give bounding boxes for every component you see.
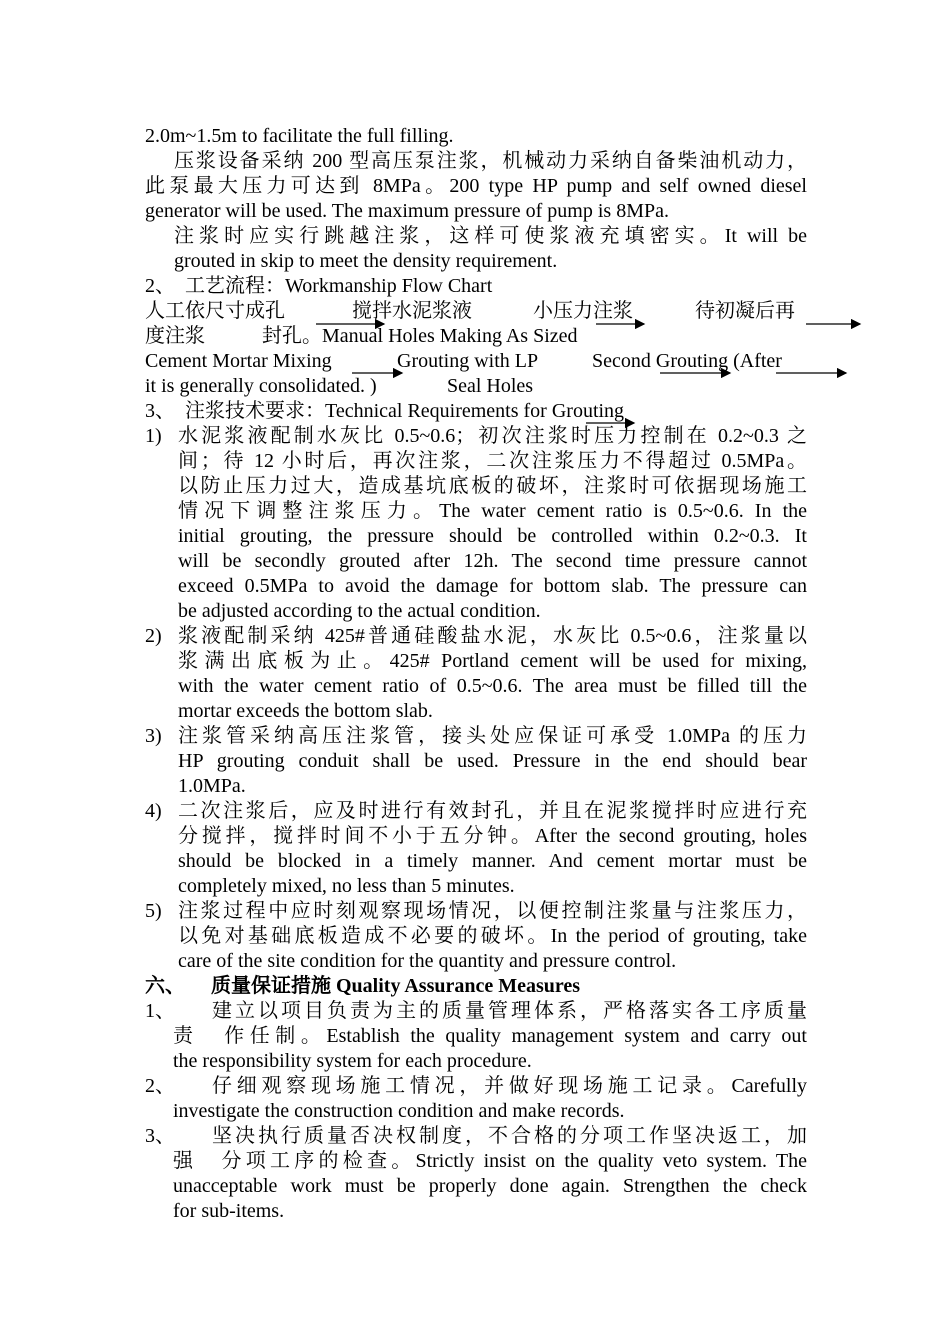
requirements-list	[145, 424, 807, 974]
list-item	[145, 799, 807, 899]
intro-line: 此泵最大压力可达到 8MPa。200 type HP pump and self owned diesel	[145, 175, 807, 197]
flow-step: 搅拌水泥浆液	[352, 300, 472, 322]
flow-step: 人工依尺寸成孔	[145, 300, 285, 322]
flow-step: 封孔。Manual Holes Making As Sized	[262, 325, 578, 347]
list-item-line: 以免对基础底板造成不必要的破坏。In the period of grouting, take	[178, 925, 807, 947]
section-title: 质量保证措施 Quality Assurance Measures	[211, 975, 581, 997]
flow-step: Seal Holes	[447, 375, 534, 397]
list-item	[145, 724, 807, 799]
list-item-line: 1.0MPa.	[178, 775, 246, 797]
quality-measures-list	[145, 999, 807, 1224]
list-item-line: should be blocked in a timely manner. And cement mortar must be	[178, 850, 807, 872]
flow-step: Grouting with LP	[397, 350, 539, 372]
list-item-line: for sub-items.	[173, 1200, 285, 1222]
section-heading: 2、 工艺流程：Workmanship Flow Chart	[145, 275, 493, 297]
list-item	[145, 999, 807, 1074]
section-number: 六、	[145, 975, 185, 997]
list-item-number: 2)	[145, 625, 162, 647]
list-item-line: investigate the construction condition and make records.	[173, 1100, 625, 1122]
list-item-line: mortar exceeds the bottom slab.	[178, 700, 433, 722]
list-item-line: 责 作任制。Establish the quality management system and carry out	[173, 1025, 807, 1047]
flow-step: 小压力注浆	[533, 300, 633, 322]
list-item-line: 以防止压力过大，造成基坑底板的破坏，注浆时可依据现场施工	[178, 475, 807, 497]
list-item-line: initial grouting, the pressure should be controlled within 0.2~0.3. It	[178, 525, 807, 547]
list-item-line: 浆满出底板为止。425# Portland cement will be used for mixing,	[178, 650, 807, 672]
list-item-line: with the water cement ratio of 0.5~0.6. The area must be filled till the	[178, 675, 807, 697]
list-item-line: HP grouting conduit shall be used. Pressure in the end should bear	[178, 750, 807, 772]
list-item-line: 二次注浆后，应及时进行有效封孔，并且在泥浆搅拌时应进行充	[178, 800, 807, 822]
list-item-number: 2、	[145, 1075, 175, 1097]
list-item	[145, 424, 807, 624]
list-item-line: 仔细观察现场施工情况，并做好现场施工记录。Carefully	[212, 1075, 807, 1097]
list-item-number: 4)	[145, 800, 162, 822]
flow-row-cn	[145, 299, 807, 324]
list-item-number: 1、	[145, 1000, 175, 1022]
flow-step: it is generally consolidated. )	[145, 375, 377, 397]
intro-line: 注浆时应实行跳越注浆，这样可使浆液充填密实。It will be	[174, 225, 807, 247]
flow-step: 度注浆	[145, 325, 205, 347]
list-item-line: the responsibility system for each procedure.	[173, 1050, 532, 1072]
section-heading: 3、 注浆技术要求：Technical Requirements for Grouting	[145, 400, 625, 422]
list-item-line: be adjusted according to the actual condition.	[178, 600, 541, 622]
list-item-line: 强 分项工序的检查。Strictly insist on the quality veto system. The	[173, 1150, 807, 1172]
list-item-line: 情况下调整注浆压力。The water cement ratio is 0.5~0.6. In the	[178, 500, 807, 522]
flow-step: Cement Mortar Mixing	[145, 350, 332, 372]
list-item-line: 注浆过程中应时刻观察现场情况，以便控制注浆量与注浆压力，	[178, 900, 807, 922]
list-item-line: 浆液配制采纳 425#普通硅酸盐水泥，水灰比 0.5~0.6，注浆量以	[178, 625, 807, 647]
intro-line: 2.0m~1.5m to facilitate the full filling.	[145, 125, 454, 147]
list-item-number: 5)	[145, 900, 162, 922]
document-page	[145, 124, 807, 1224]
list-item-number: 3)	[145, 725, 162, 747]
list-item	[145, 1074, 807, 1124]
flow-step: 待初凝后再	[695, 300, 795, 322]
flow-row-en	[145, 349, 807, 374]
intro-line: 压浆设备采纳 200 型高压泵注浆，机械动力采纳自备柴油机动力，	[174, 150, 807, 172]
intro-line: grouted in skip to meet the density requirement.	[174, 250, 558, 272]
list-item-line: 分搅拌，搅拌时间不小于五分钟。After the second grouting, holes	[178, 825, 807, 847]
list-item-line: 间；待 12 小时后，再次注浆，二次注浆压力不得超过 0.5MPa。	[178, 450, 807, 472]
flow-row-en-2	[145, 374, 807, 399]
flow-row-cn-2	[145, 324, 807, 349]
list-item-number: 3、	[145, 1125, 175, 1147]
list-item-number: 1)	[145, 425, 162, 447]
list-item-line: 水泥浆液配制水灰比 0.5~0.6；初次注浆时压力控制在 0.2~0.3 之	[178, 425, 807, 447]
list-item-line: will be secondly grouted after 12h. The second time pressure cannot	[178, 550, 807, 572]
list-item-line: 坚决执行质量否决权制度，不合格的分项工作坚决返工，加	[212, 1125, 807, 1147]
intro-line: generator will be used. The maximum pressure of pump is 8MPa.	[145, 200, 669, 222]
flow-step: Second Grouting (After	[592, 350, 782, 372]
list-item-line: completely mixed, no less than 5 minutes.	[178, 875, 515, 897]
list-item-line: unacceptable work must be properly done again. Strengthen the check	[173, 1175, 807, 1197]
list-item-line: 建立以项目负责为主的质量管理体系，严格落实各工序质量	[212, 1000, 807, 1022]
list-item	[145, 899, 807, 974]
section-heading	[145, 974, 807, 999]
list-item	[145, 1124, 807, 1224]
list-item-line: 注浆管采纳高压注浆管，接头处应保证可承受 1.0MPa 的压力	[178, 725, 807, 747]
list-item	[145, 624, 807, 724]
list-item-line: exceed 0.5MPa to avoid the damage for bottom slab. The pressure can	[178, 575, 807, 597]
list-item-line: care of the site condition for the quantity and pressure control.	[178, 950, 677, 972]
